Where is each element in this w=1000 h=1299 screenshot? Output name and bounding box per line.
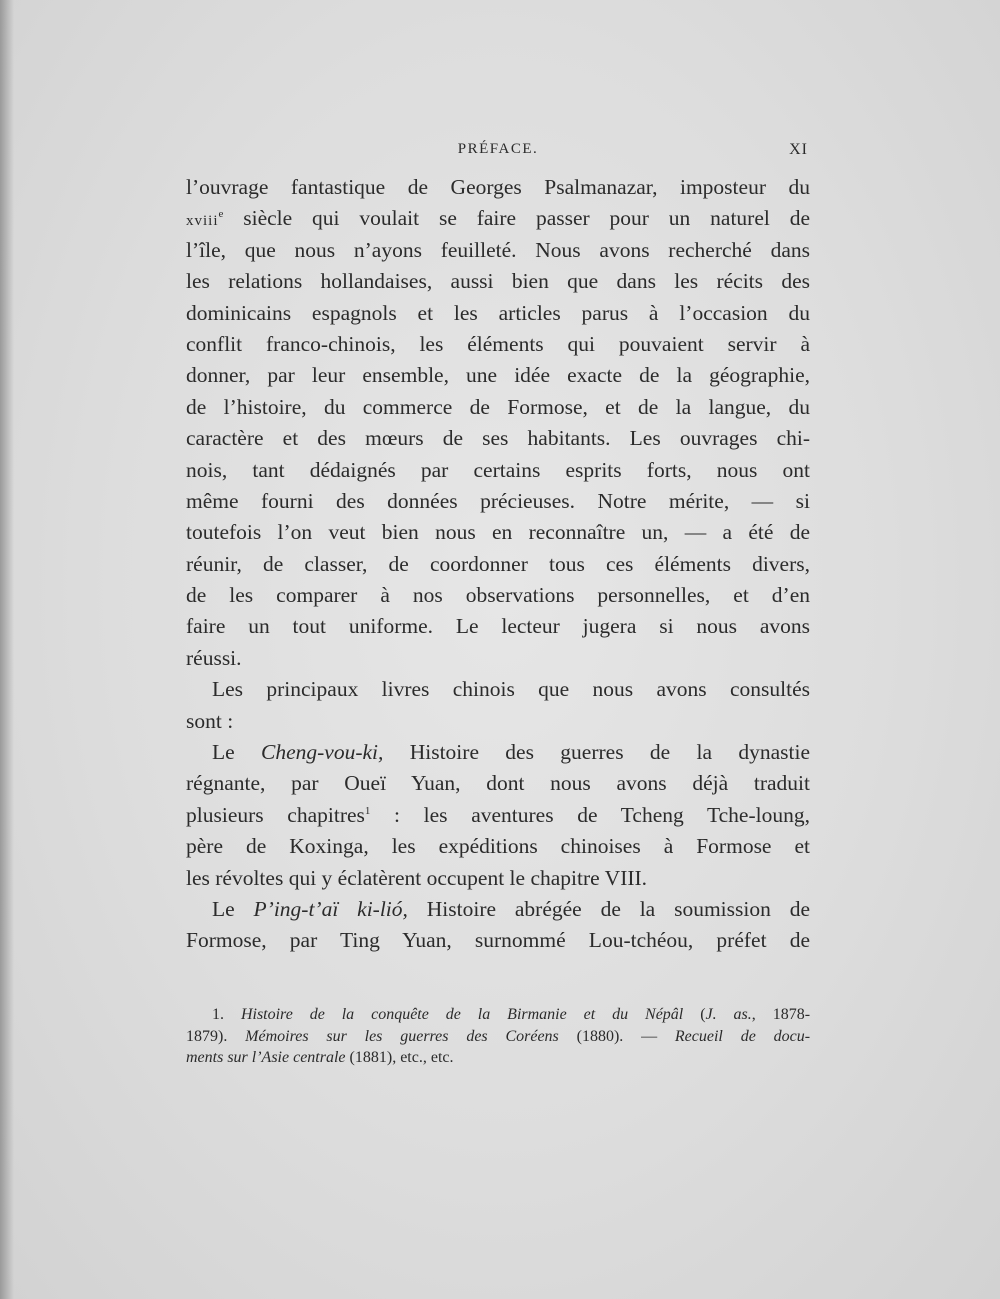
footnote-line [186, 1026, 810, 1048]
text-segment: Histoire abrégée de la soumission de [407, 896, 810, 921]
text-line: réunir, de classer, de coordonner tous ces éléments divers, [186, 551, 810, 576]
text-segment: ( [683, 1006, 706, 1023]
footnote-line [186, 1004, 810, 1026]
text-line [186, 203, 810, 234]
running-head [186, 141, 810, 165]
page-number: XI [789, 141, 808, 158]
text-line: dominicains espagnols et les articles parus à l’occasion du [186, 300, 810, 325]
text-segment: , 1878- [751, 1006, 811, 1023]
book-title: P’ing-t’aï ki-lió, [253, 896, 408, 921]
text-line: l’ouvrage fantastique de Georges Psalmanazar, imposteur du [186, 175, 810, 199]
text-line: régnante, par Oueï Yuan, dont nous avons déjà traduit [186, 771, 810, 796]
text-line: caractère et des mœurs de ses habitants. Les ouvrages chi- [186, 426, 810, 451]
text-line: toutefois l’on veut bien nous en reconnaître un, — a été de [186, 520, 810, 545]
text-line: même fourni des données précieuses. Notre mérite, — si [186, 488, 810, 513]
text-segment: (1880). — [558, 1027, 675, 1045]
text-line: les révoltes qui y éclatèrent occupent le chapitre VIII. [186, 865, 648, 890]
footnote-title: Mémoires sur les guerres des Coréens [245, 1027, 559, 1045]
text-line: nois, tant dédaignés par certains esprits forts, nous ont [186, 457, 810, 482]
text-line [186, 800, 810, 831]
text-line: donner, par leur ensemble, une idée exacte de la géographie, [186, 363, 810, 388]
footnote-title: ments sur l’Asie centrale [186, 1049, 346, 1066]
journal-abbrev: J. as. [705, 1006, 752, 1023]
body-text [186, 172, 810, 957]
text-segment: Le [212, 740, 261, 765]
text-segment: Le [212, 896, 254, 921]
text-line: les relations hollandaises, aussi bien que dans les récits des [186, 269, 810, 294]
text-segment: plusieurs chapitres [186, 802, 365, 827]
footnote [186, 1004, 810, 1069]
text-line [186, 737, 810, 768]
footnote-line [186, 1047, 810, 1069]
footnote-marker: 1 [364, 804, 371, 817]
text-line: Formose, par Ting Yuan, surnommé Lou-tchéou, préfet de [186, 928, 810, 953]
text-segment: Histoire des guerres de la dynastie [383, 740, 810, 765]
text-line [186, 894, 810, 925]
footnote-number: 1. [212, 1006, 241, 1023]
text-segment: (1881), etc., etc. [345, 1049, 454, 1066]
book-title: Cheng-vou-ki, [261, 740, 384, 765]
running-head-title: PRÉFACE. [457, 141, 539, 157]
footnote-title: Histoire de la conquête de la Birmanie et du Népâl [240, 1006, 684, 1023]
text-line: conflit franco-chinois, les éléments qui pouvaient servir à [186, 331, 810, 356]
footnote-title: Recueil de docu- [674, 1027, 811, 1045]
text-line: père de Koxinga, les expéditions chinoises à Formose et [186, 834, 810, 859]
text-line: sont : [186, 708, 234, 733]
text-segment: siècle qui voulait se faire passer pour un naturel de [223, 206, 810, 231]
text-line: l’île, que nous n’ayons feuilleté. Nous avons recherché dans [186, 237, 810, 262]
superscript: e [218, 208, 224, 221]
text-segment: : les aventures de Tcheng Tche-loung, [370, 802, 810, 827]
text-line: réussi. [186, 645, 242, 670]
text-segment: 1879). [186, 1027, 246, 1045]
text-line: de les comparer à nos observations personnelles, et d’en [186, 583, 810, 608]
text-line: de l’histoire, du commerce de Formose, et de la langue, du [186, 394, 810, 419]
century-numeral: xviii [186, 213, 219, 230]
text-line: faire un tout uniforme. Le lecteur jugera si nous avons [186, 614, 810, 639]
text-line: Les principaux livres chinois que nous avons consultés [212, 677, 810, 702]
